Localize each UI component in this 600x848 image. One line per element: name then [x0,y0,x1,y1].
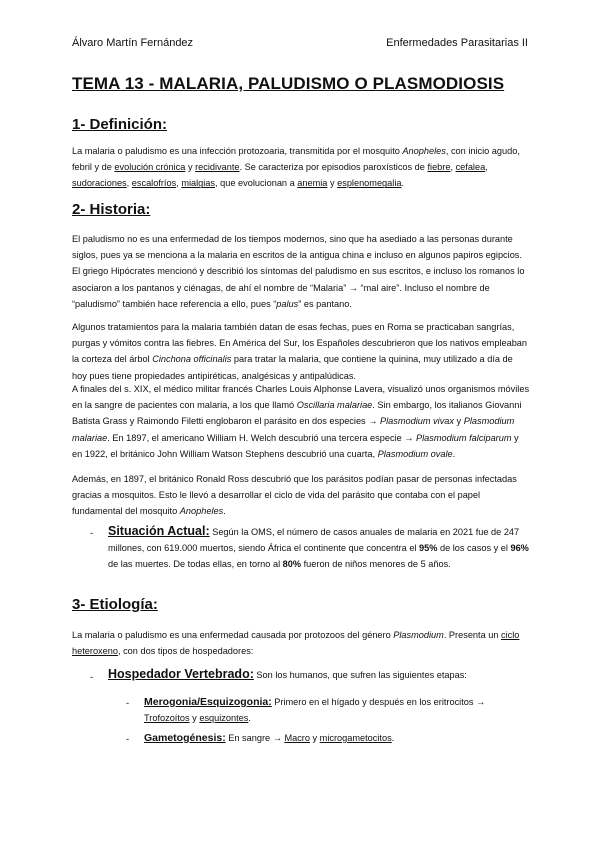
situacion-actual-label: Situación Actual: [108,524,210,538]
sub-bullet-dash: - [126,698,130,709]
merogonia-label: Merogonia/Esquizogonia: [144,696,272,708]
history-paragraph-4: Además, en 1897, el británico Ronald Ross descubrió que los parásitos podían pasar de personas infectadas gracias a mosquitos. Esto le llevó a desarrollar el ciclo de vida del parásito que contaba con el papel fundamental del mosquito Anopheles. [72,474,517,517]
history-paragraph-1: El paludismo no es una enfermedad de los tiempos modernos, sino que ha asediado a las personas durante siglos, pues ya se menciona a la malaria en escritos de la antigua china e incluso en algunos papiros egipcios. El griego Hipócrates mencionó y describió los síntomas del paludismo en sus escritos, e incluso los romanos lo asociaron a los pantanos y ciénagas, de ahí el nombre de “Malaria” → “mal aire”. Incluso el nombre de “paludismo” también hace referencia a ello, pues “palus” es pantano. [72,234,525,309]
gametogenesis-label: Gametogénesis: [144,732,226,744]
bullet-dash: - [90,528,94,539]
page-header [72,37,528,49]
gametogenesis-item: Gametogénesis: En sangre → Macro y microgametocitos. [144,732,395,744]
history-paragraph-2: Algunos tratamientos para la malaria también datan de esas fechas, pues en Roma se practicaban sangrías, purgas y vómitos contra las fiebres. En América del Sur, los Españoles descubrieron que los nativos empleaban la corteza del árbol Cinchona officinalis para tratar la malaria, que contiene la quinina, muy utilizado a día de hoy pues tiene propiedades antipiréticas, analgésicas y antipalúdicas. [72,322,528,381]
section-2-heading: 2- Historia: [72,201,151,218]
sub-bullet-dash: - [126,734,130,745]
header-author: Álvaro Martín Fernández [72,37,194,49]
hospedador-vertebrado-label: Hospedador Vertebrado: [108,667,254,681]
section-1-heading: 1- Definición: [72,116,168,133]
bullet-dash: - [90,672,94,683]
section-3-heading: 3- Etiología: [72,596,158,613]
merogonia-item: Merogonia/Esquizogonia: Primero en el hígado y después en los eritrocitos → Trofozoítos y esquizontes. [144,696,486,724]
document-title: TEMA 13 - MALARIA, PALUDISMO O PLASMODIOSIS [72,74,505,93]
definition-paragraph: La malaria o paludismo es una infección protozoaria, transmitida por el mosquito Anopheles, con inicio agudo, febril y de evolución crónica y recidivante. Se caracteriza por episodios paroxísticos de fiebre, cefalea, sudoraciones, escalofríos, mialgias, que evolucionan a anemia y esplenomegalia. [72,146,520,189]
header-course: Enfermedades Parasitarias II [386,37,528,49]
situacion-actual-item: Situación Actual: Según la OMS, el número de casos anuales de malaria en 2021 fue de 247 millones, con 619.000 muertos, siendo África el continente que concentra el 95% de los casos y el 96% de las muertes. De todas ellas, en torno al 80% fueron de niños menores de 5 años. [108,524,529,570]
history-paragraph-3: A finales del s. XIX, el médico militar francés Charles Louis Alphonse Lavera, visualizó unos organismos móviles en la sangre de pacientes con malaria, a los que llamó Oscillaria malariae. Sin embargo, los italianos Giovanni Batista Grass y Raimondo Filetti englobaron el parásito en dos especies → Plasmodium vivax y Plasmodium malariae. En 1897, el americano William H. Welch descubrió una tercera especie → Plasmodium falciparum y en 1922, el británico John William Watson Stephens descubrió una cuarta, Plasmodium ovale. [72,384,530,459]
etiology-paragraph: La malaria o paludismo es una enfermedad causada por protozoos del género Plasmodium. Presenta un ciclo heteroxeno, con dos tipos de hospedadores: [72,630,520,657]
hospedador-vertebrado-item: Hospedador Vertebrado: Son los humanos, que sufren las siguientes etapas: [108,667,467,681]
